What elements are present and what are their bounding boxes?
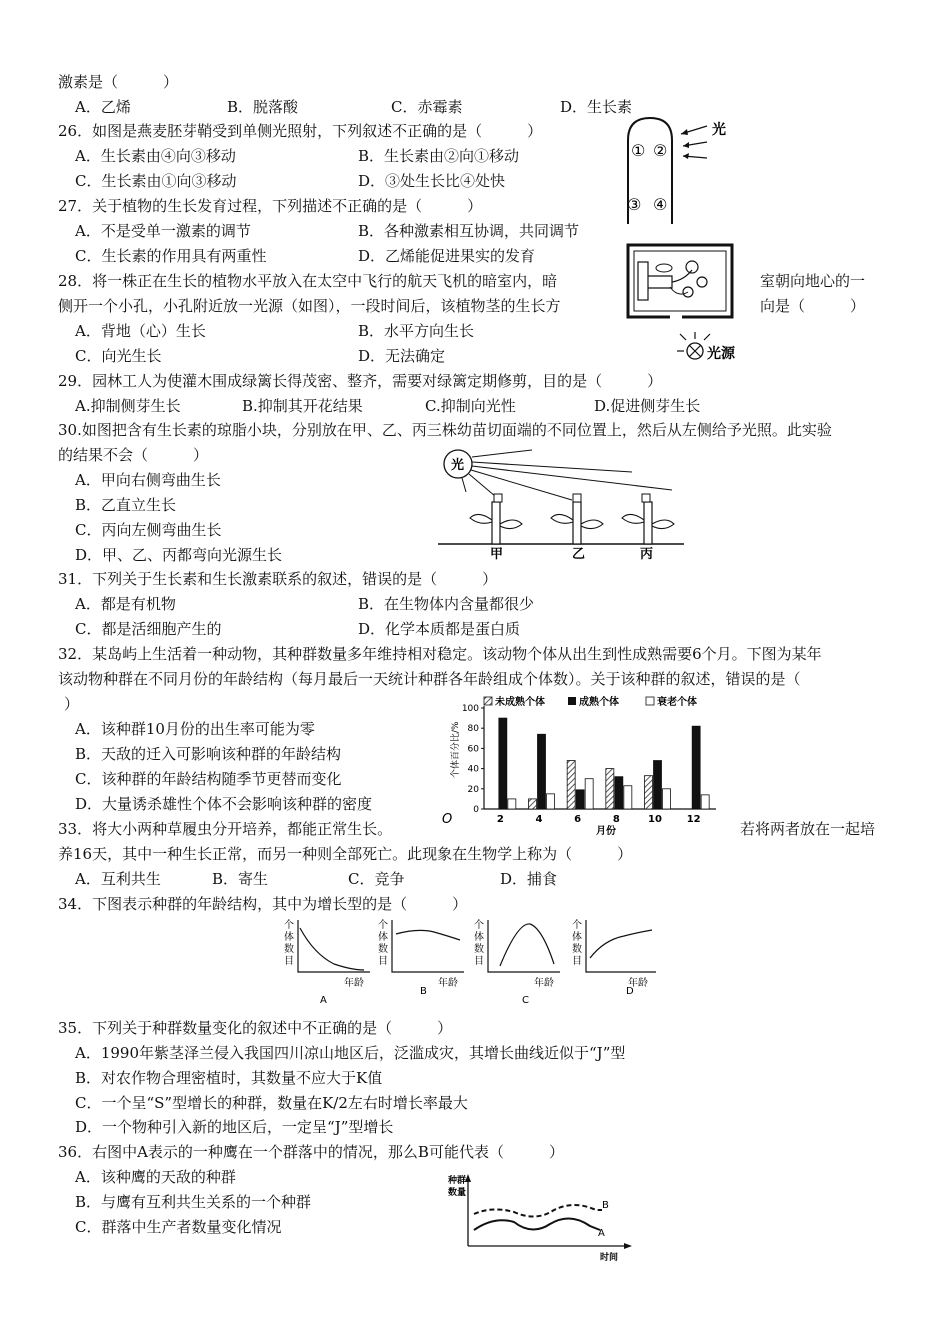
q25-option-a: A．乙烯 <box>75 98 131 116</box>
panel-d-ylabel-3: 数 <box>572 944 582 955</box>
bar-old <box>547 794 555 809</box>
q28-option-c: C．向光生长 <box>75 347 162 365</box>
bar-immature <box>645 776 653 809</box>
panel-c-xlabel: 年龄 <box>534 978 554 989</box>
q26-option-a: A．生长素由④向③移动 <box>75 147 236 165</box>
legend-label-mature: 成熟个体 <box>579 697 619 708</box>
x-tick-label: 2 <box>496 814 504 825</box>
region-3-label: ③ <box>627 195 642 214</box>
panel-a-ylabel-1: 个 <box>284 920 294 931</box>
q31-option-b: B．在生物体内含量都很少 <box>358 595 535 613</box>
q29-stem: 29．园林工人为使灌木围成绿篱长得茂密、整齐，需要对绿篱定期修剪，目的是（ ） <box>58 372 663 390</box>
q31-option-c: C．都是活细胞产生的 <box>75 620 222 638</box>
q26-option-b: B．生长素由②向①移动 <box>358 147 520 165</box>
panel-c-ylabel-3: 数 <box>474 944 484 955</box>
bar-mature <box>576 790 584 809</box>
q29-option-b: B.抑制其开花结果 <box>242 397 363 415</box>
panel-a-ylabel-2: 体 <box>284 932 294 943</box>
q30-stem-line1: 30.如图把含有生长素的琼脂小块，分别放在甲、乙、丙三株幼苗切面端的不同位置上，然后从左侧给予光照。此实验 <box>58 421 832 439</box>
coleoptile-figure <box>615 112 735 227</box>
bar-old <box>508 799 516 809</box>
q35-option-b: B．对农作物合理密植时，其数量不应大于K值 <box>75 1069 383 1087</box>
y-tick-label: 0 <box>473 805 479 815</box>
q32-stem-line3: ） <box>64 695 80 713</box>
q27-option-d: D．乙烯能促进果实的发育 <box>358 247 536 265</box>
bar-immature <box>529 799 537 809</box>
x-axis-label: 月份 <box>596 826 616 836</box>
q33-option-c: C．竞争 <box>348 870 405 888</box>
panel-c-ylabel-2: 体 <box>474 932 484 943</box>
legend-label-immature: 未成熟个体 <box>495 697 545 708</box>
panel-a-xlabel: 年龄 <box>344 978 364 989</box>
curve-panel-a <box>284 918 370 1006</box>
curve-panel-c <box>474 918 560 1006</box>
q30-stem-line2: 的结果不会（ ） <box>58 446 209 464</box>
q36-option-a: A．该种鹰的天敌的种群 <box>75 1168 236 1186</box>
curve-a-label: A <box>598 1228 605 1239</box>
population-curves-figure <box>440 1172 640 1264</box>
panel-c-ylabel-1: 个 <box>474 920 484 931</box>
plant-label-yi: 乙 <box>572 547 586 560</box>
q35-option-c: C．一个呈“S”型增长的种群，数量在K/2左右时增长率最大 <box>75 1094 468 1112</box>
q32-option-d: D．大量诱杀雄性个体不会影响该种群的密度 <box>75 795 373 813</box>
bar-mature <box>615 777 623 809</box>
panel-d-ylabel-2: 体 <box>572 932 582 943</box>
ylabel-line1: 种群 <box>448 1176 467 1186</box>
bar-mature <box>499 718 507 809</box>
bar-mature <box>538 734 546 809</box>
bar-mature <box>692 726 700 809</box>
x-tick-label: 4 <box>535 814 543 825</box>
panel-d-ylabel-1: 个 <box>572 920 582 931</box>
q33-option-d: D．捕食 <box>500 870 558 888</box>
panel-d-ylabel-4: 目 <box>572 956 582 967</box>
q36-option-b: B．与鹰有互利共生关系的一个种群 <box>75 1193 312 1211</box>
legend-swatch-immature <box>484 697 492 705</box>
y-tick-label: 60 <box>467 744 479 755</box>
panel-b-ylabel-4: 目 <box>378 956 388 967</box>
q28-stem-line2b: 向是（ ） <box>760 297 866 315</box>
q27-option-a: A．不是受单一激素的调节 <box>75 222 251 240</box>
age-structure-chart <box>438 688 720 836</box>
bar-old <box>701 795 709 809</box>
bar-immature <box>567 761 575 809</box>
panel-a-letter: A <box>320 995 327 1006</box>
xlabel: 时间 <box>600 1253 619 1263</box>
q25-option-d: D．生长素 <box>560 98 633 116</box>
q25-option-b: B．脱落酸 <box>227 98 299 116</box>
panel-d-letter: D <box>626 986 634 997</box>
y-axis-label: 个体百分比/% <box>451 721 461 778</box>
y-tick-label: 40 <box>467 764 479 775</box>
q25-option-c: C．赤霉素 <box>391 98 463 116</box>
y-tick-label: 80 <box>467 724 479 735</box>
curve-b-label: B <box>602 1200 609 1211</box>
panel-b-ylabel-1: 个 <box>378 920 388 931</box>
x-tick-label: 8 <box>612 814 620 825</box>
dark-room-figure <box>622 240 757 368</box>
light-source-label: 光源 <box>707 346 735 362</box>
bar-old <box>624 786 632 809</box>
panel-b-xlabel: 年龄 <box>438 978 458 989</box>
q31-option-d: D．化学本质都是蛋白质 <box>358 620 521 638</box>
plant-label-jia: 甲 <box>490 547 504 560</box>
x-tick-label: 6 <box>574 814 582 825</box>
q28-stem-line1b: 室朝向地心的一 <box>760 272 866 290</box>
origin-label: O <box>442 812 453 827</box>
panel-a-ylabel-3: 数 <box>284 944 294 955</box>
q33-stem-line1b: 若将两者放在一起培 <box>740 820 876 838</box>
q30-option-d: D．甲、乙、丙都弯向光源生长 <box>75 546 283 564</box>
q34-stem: 34．下图表示种群的年龄结构，其中为增长型的是（ ） <box>58 895 468 913</box>
region-1-label: ① <box>631 141 646 160</box>
q27-option-c: C．生长素的作用具有两重性 <box>75 247 267 265</box>
q30-option-c: C．丙向左侧弯曲生长 <box>75 521 222 539</box>
panel-b-letter: B <box>420 986 427 997</box>
panel-b-ylabel-2: 体 <box>378 932 388 943</box>
q33-option-b: B．寄生 <box>212 870 269 888</box>
q29-option-a: A.抑制侧芽生长 <box>75 397 181 415</box>
y-tick-label: 20 <box>467 784 479 795</box>
legend-swatch-old <box>646 697 654 705</box>
legend-label-old: 衰老个体 <box>657 697 697 708</box>
panel-c-letter: C <box>522 995 529 1006</box>
q27-stem: 27．关于植物的生长发育过程，下列描述不正确的是（ ） <box>58 197 483 215</box>
seedling-figure <box>432 442 686 560</box>
legend-swatch-mature <box>568 697 576 705</box>
ylabel-line2: 数量 <box>448 1188 467 1198</box>
light-label: 光 <box>451 458 465 473</box>
bar-old <box>663 789 671 809</box>
q32-option-a: A．该种群10月份的出生率可能为零 <box>75 720 315 738</box>
q36-stem: 36．右图中A表示的一种鹰在一个群落中的情况，那么B可能代表（ ） <box>58 1143 564 1161</box>
bar-immature <box>606 769 614 809</box>
q32-stem-line2: 该动物种群在不同月份的年龄结构（每月最后一天统计种群各年龄组成个体数）。关于该种群的叙述，错误的是（ <box>58 670 801 688</box>
q30-option-a: A．甲向右侧弯曲生长 <box>75 471 221 489</box>
panel-c-ylabel-4: 目 <box>474 956 484 967</box>
bar-mature <box>654 761 662 809</box>
q25-stem-tail: 激素是（ ） <box>58 73 179 91</box>
q29-option-d: D.促进侧芽生长 <box>594 397 701 415</box>
q29-option-c: C.抑制向光性 <box>425 397 516 415</box>
q26-option-c: C．生长素由①向③移动 <box>75 172 237 190</box>
curve-panel-d <box>572 918 656 997</box>
q28-stem-line1a: 28．将一株正在生长的植物水平放入在太空中飞行的航天飞机的暗室内，暗 <box>58 272 558 290</box>
q33-stem-line2: 养16天，其中一种生长正常，而另一种则全部死亡。此现象在生物学上称为（ ） <box>58 845 633 863</box>
q35-option-a: A．1990年紫茎泽兰侵入我国四川凉山地区后，泛滥成灾，其增长曲线近似于“J”型 <box>75 1044 626 1062</box>
region-2-label: ② <box>653 141 668 160</box>
q31-option-a: A．都是有机物 <box>75 595 176 613</box>
q30-option-b: B．乙直立生长 <box>75 496 177 514</box>
plant-label-bing: 丙 <box>640 547 654 560</box>
x-tick-label: 10 <box>648 814 662 825</box>
curve-panel-b <box>378 918 464 997</box>
q33-option-a: A．互利共生 <box>75 870 161 888</box>
panel-d-xlabel: 年龄 <box>628 978 648 989</box>
q27-option-b: B．各种激素相互协调，共同调节 <box>358 222 580 240</box>
x-tick-label: 12 <box>686 814 701 825</box>
q32-option-b: B．天敌的迁入可影响该种群的年龄结构 <box>75 745 342 763</box>
light-label: 光 <box>712 122 726 138</box>
panel-a-ylabel-4: 目 <box>284 956 294 967</box>
y-tick-label: 100 <box>461 704 479 714</box>
q33-stem-line1a: 33．将大小两种草履虫分开培养，都能正常生长。 <box>58 820 393 838</box>
q28-option-b: B．水平方向生长 <box>358 322 475 340</box>
bar-old <box>585 779 593 809</box>
q32-stem-line1: 32．某岛屿上生活着一种动物，其种群数量多年维持相对稳定。该动物个体从出生到性成熟需要6个月。下图为某年 <box>58 645 822 663</box>
region-4-label: ④ <box>653 195 668 214</box>
q36-option-c: C．群落中生产者数量变化情况 <box>75 1218 282 1236</box>
q35-stem: 35．下列关于种群数量变化的叙述中不正确的是（ ） <box>58 1019 453 1037</box>
q28-stem-line2a: 侧开一个小孔，小孔附近放一光源（如图），一段时间后，该植物茎的生长方 <box>58 297 561 315</box>
age-structure-curves-figure <box>278 914 658 1006</box>
q28-option-d: D．无法确定 <box>358 347 446 365</box>
q26-stem: 26．如图是燕麦胚芽鞘受到单侧光照射，下列叙述不正确的是（ ） <box>58 122 543 140</box>
panel-b-ylabel-3: 数 <box>378 944 388 955</box>
q31-stem: 31．下列关于生长素和生长激素联系的叙述，错误的是（ ） <box>58 570 498 588</box>
q35-option-d: D．一个物种引入新的地区后，一定呈“J”型增长 <box>75 1118 394 1136</box>
q32-option-c: C．该种群的年龄结构随季节更替而变化 <box>75 770 342 788</box>
q28-option-a: A．背地（心）生长 <box>75 322 206 340</box>
q26-option-d: D．③处生长比④处快 <box>358 172 506 190</box>
